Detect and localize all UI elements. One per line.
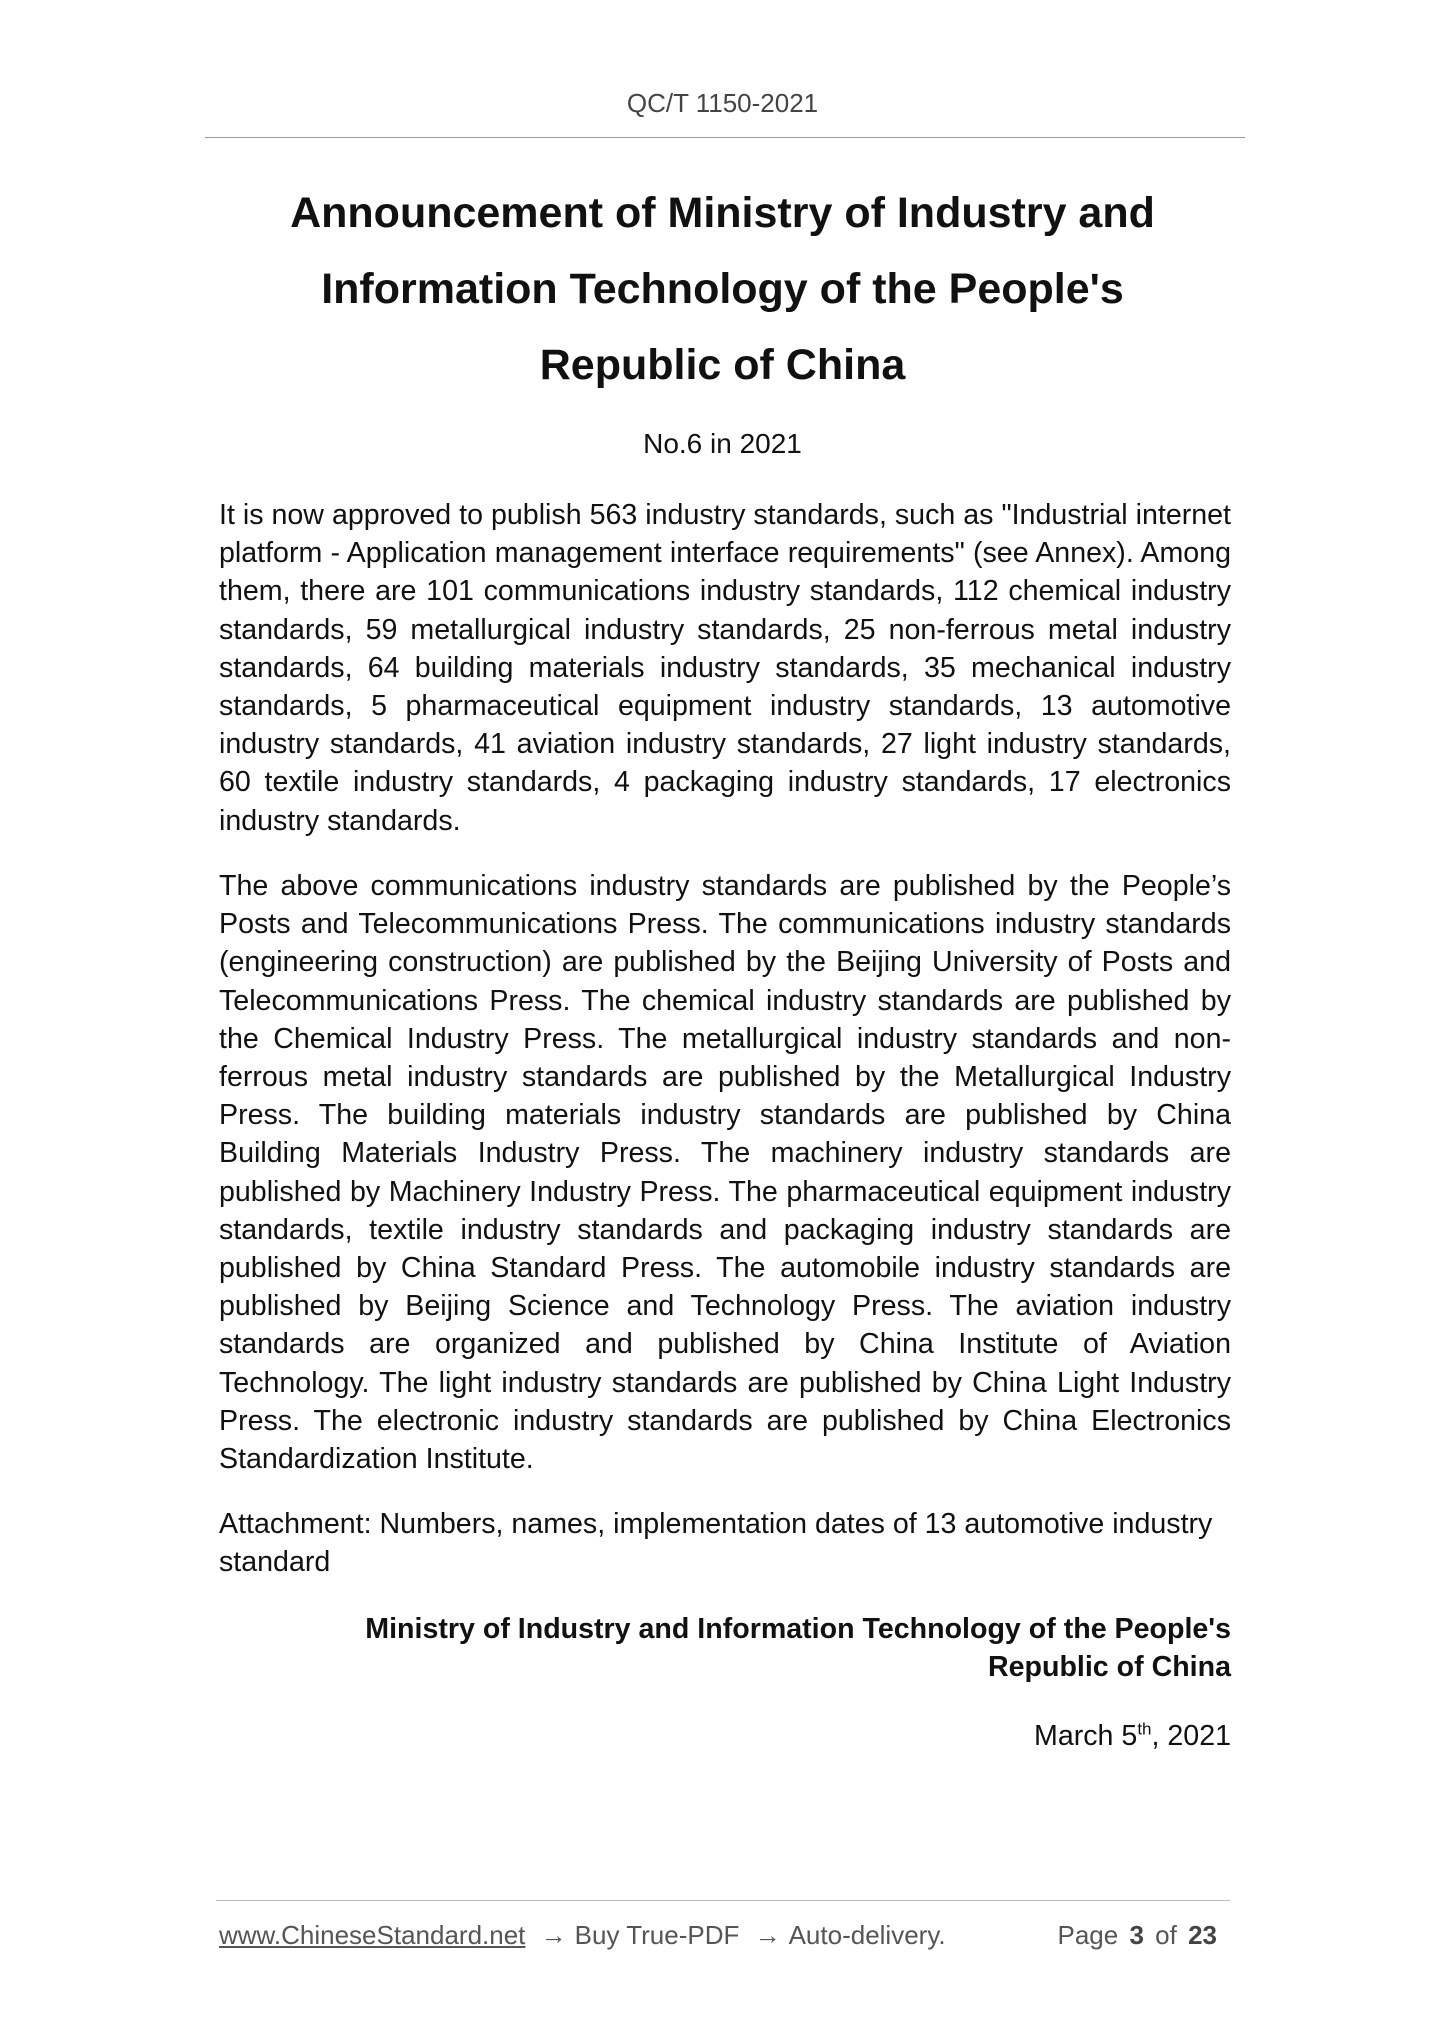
total-page-count: 23 [1188, 1920, 1217, 1950]
signatory-line-2: Republic of China [987, 1651, 1231, 1684]
paragraph-approval: It is now approved to publish 563 industry standards, such as "Industrial internet platform - Application management interface requirements" (see Annex). Among them, there are 101 communications industry standards, 112 chemical industry standards, 59 metallurgical industry standards, 25 non-ferrous metal industry standards, 64 building materials industry standards, 35 mechanical industry standards, 5 pharmaceutical equipment industry standards, 13 automotive industry standards, 41 aviation industry standards, 27 light industry standards, 60 textile industry standards, 4 packaging industry standards, 17 electronics industry standards. [219, 499, 1231, 837]
date-ordinal-suffix: th [1137, 1719, 1152, 1739]
page-title [220, 175, 1225, 403]
page-counter [1057, 1920, 1221, 1951]
document-number: No.6 in 2021 [643, 428, 802, 459]
signatory [219, 1610, 1231, 1686]
arrow-right-icon: → [540, 1920, 567, 1950]
arrow-right-icon: → [754, 1920, 781, 1950]
header-divider [205, 137, 1245, 138]
standard-code-header: QC/T 1150-2021 [626, 88, 819, 118]
website-link[interactable]: www.ChineseStandard.net [219, 1920, 526, 1950]
buy-pdf-text: Buy True-PDF [574, 1920, 740, 1950]
of-label: of [1155, 1920, 1177, 1950]
paragraph-publishers: The above communications industry standards are published by the People’s Posts and Telecommunications Press. The communications industry standards (engineering construction) are published by the Beijing University of Posts and Telecommunications Press. The chemical industry standards are published by the Chemical Industry Press. The metallurgical industry standards and non-ferrous metal industry standards are published by the Metallurgical Industry Press. The building materials industry standards are published by China Building Materials Industry Press. The machinery industry standards are published by Machinery Industry Press. The pharmaceutical equipment industry standards, textile industry standards and packaging industry standards are published by China Standard Press. The automobile industry standards are published by Beijing Science and Technology Press. The aviation industry standards are organized and published by China Institute of Aviation Technology. The light industry standards are published by China Light Industry Press. The electronic industry standards are published by China Electronics Standardization Institute. [219, 870, 1231, 1476]
page-label: Page [1057, 1920, 1119, 1950]
date-month-day: March 5 [1034, 1720, 1138, 1752]
date-year: , 2021 [1151, 1720, 1231, 1752]
footer-divider [216, 1900, 1230, 1901]
page-footer [219, 1920, 1231, 1956]
signatory-line-1: Ministry of Industry and Information Technology of the People's [365, 1613, 1231, 1645]
title-line-2: Information Technology of the People's [321, 265, 1124, 313]
title-line-1: Announcement of Ministry of Industry and [290, 189, 1155, 237]
auto-delivery-text: Auto-delivery. [788, 1920, 946, 1950]
paragraph-attachment: Attachment: Numbers, names, implementation dates of 13 automotive industry standard [219, 1508, 1213, 1579]
current-page-number: 3 [1129, 1920, 1144, 1950]
title-line-3: Republic of China [539, 341, 906, 389]
footer-promo [219, 1920, 946, 1951]
signature-date [219, 1720, 1231, 1753]
